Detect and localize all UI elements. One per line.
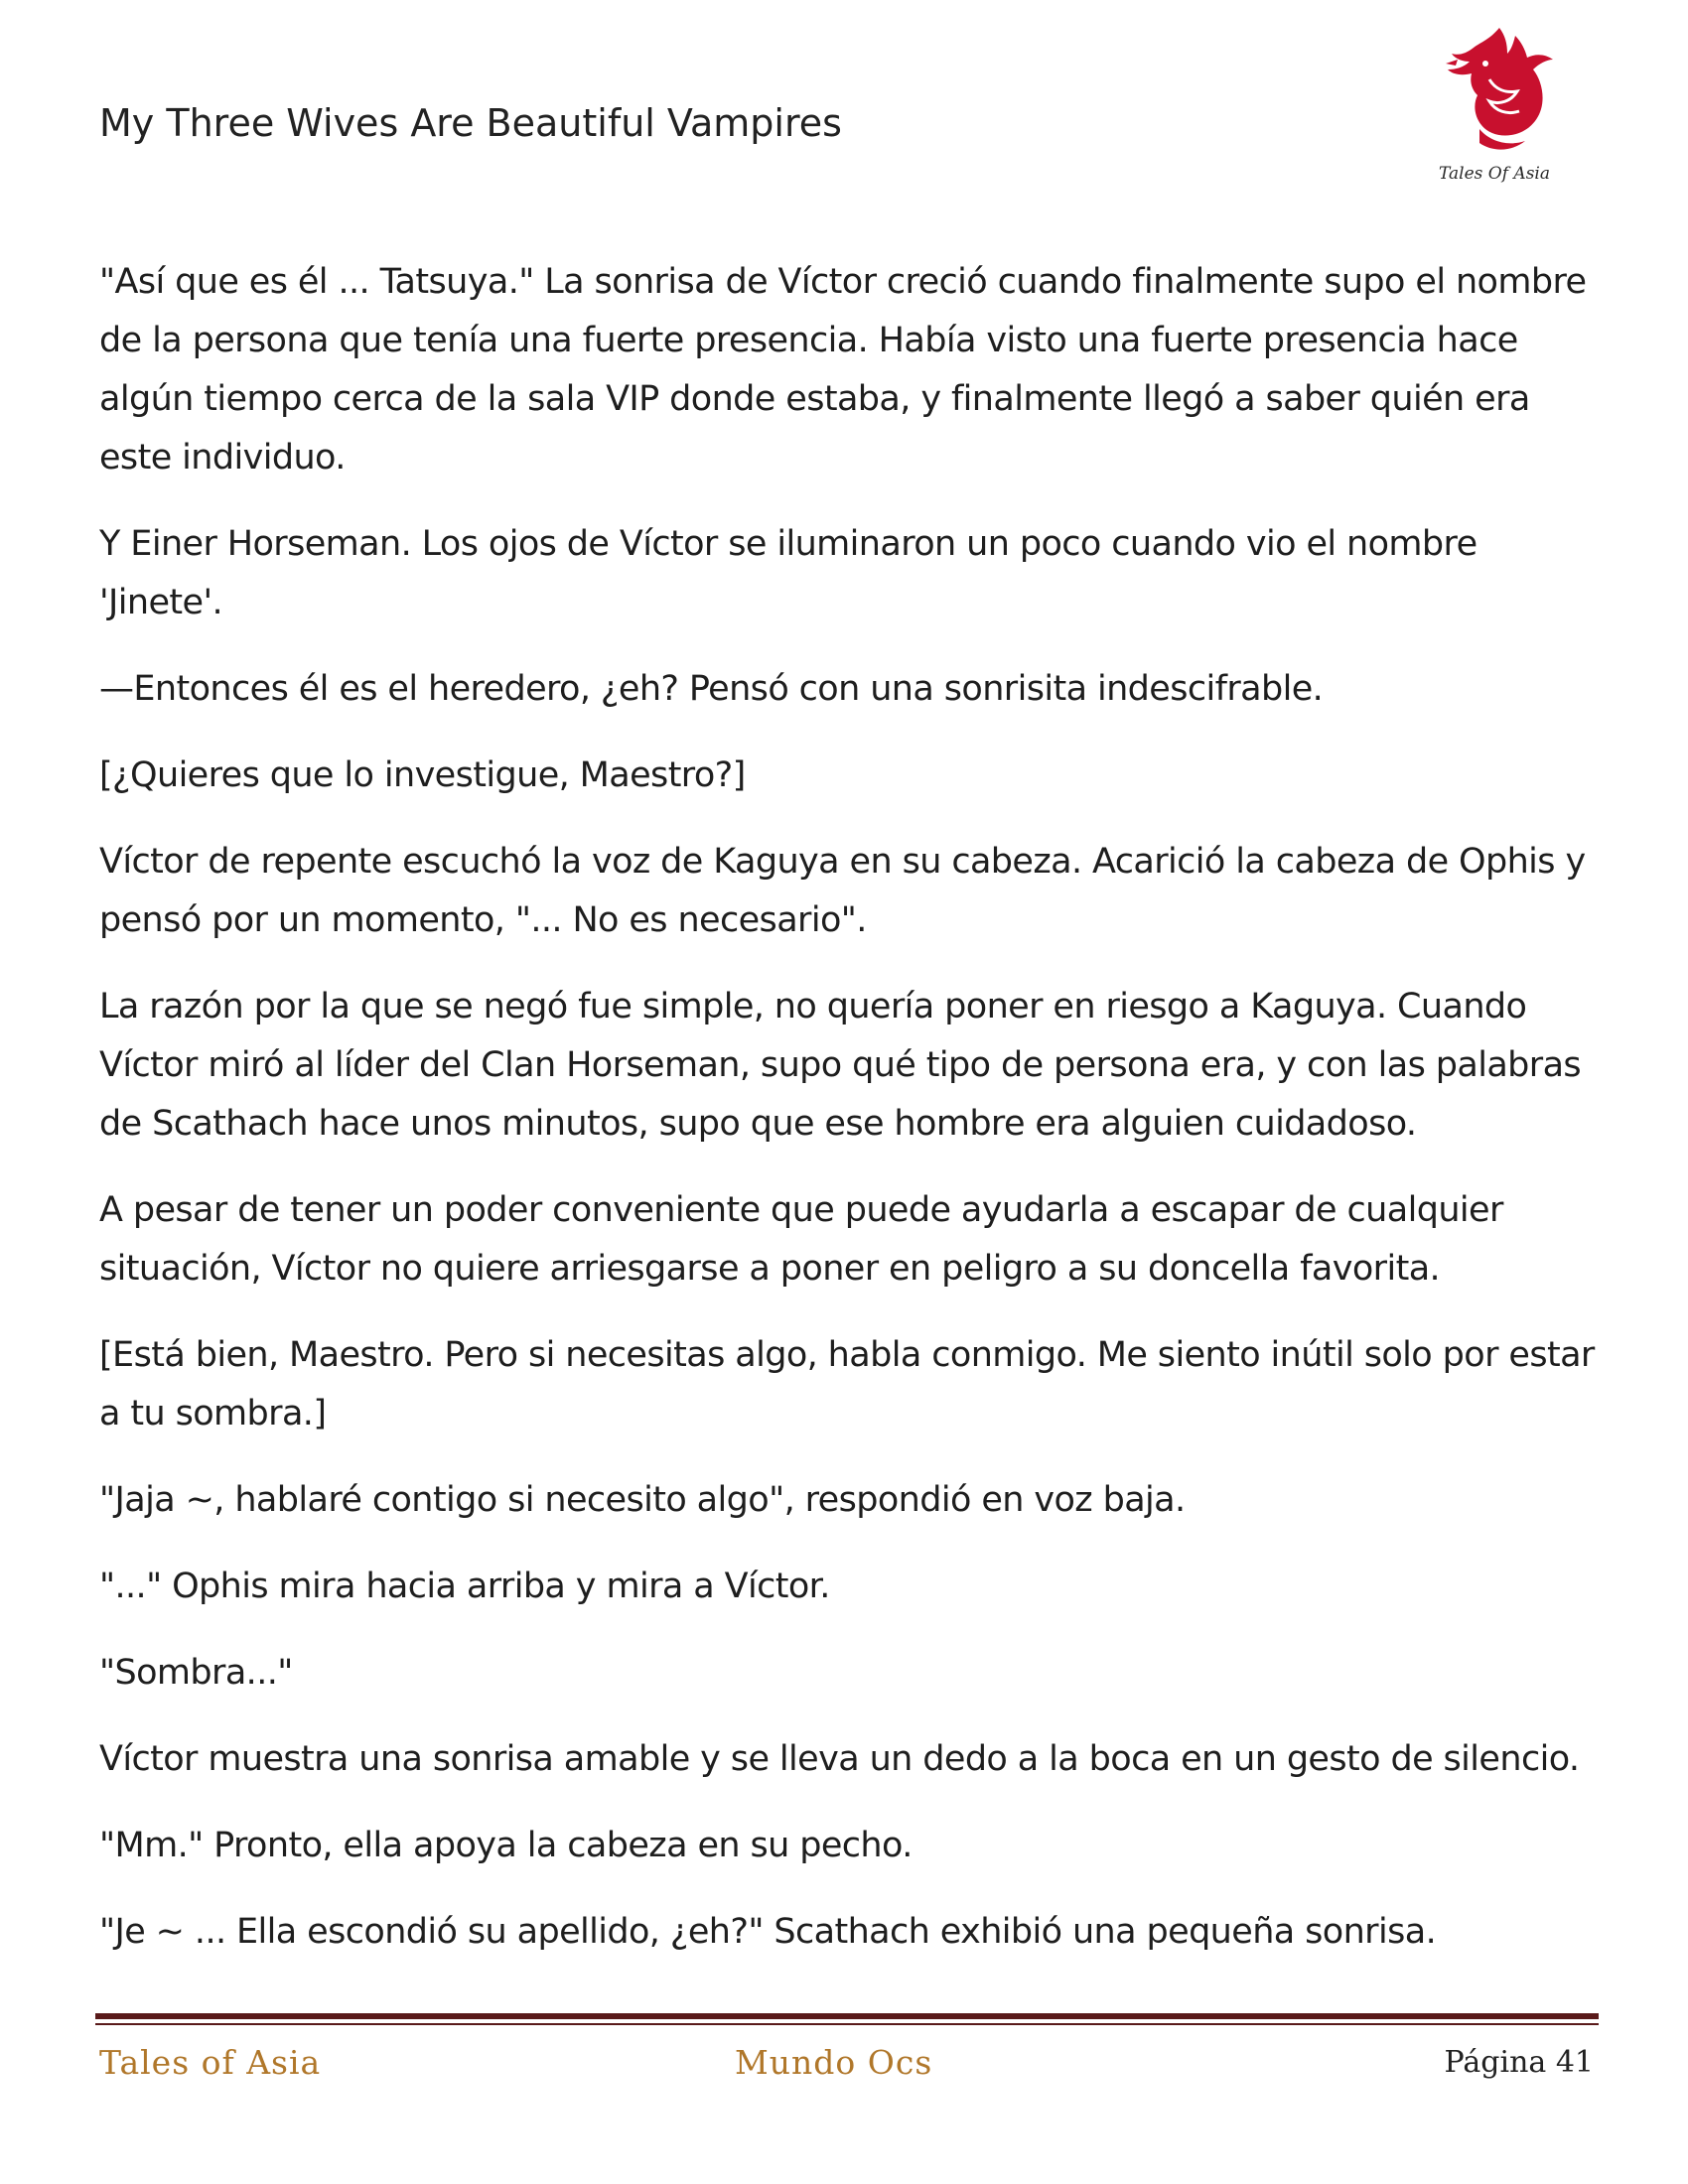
paragraph: "Sombra..." xyxy=(99,1653,293,1693)
paragraph: —Entonces él es el heredero, ¿eh? Pensó con una sonrisita indescifrable. xyxy=(99,669,1324,709)
site-logo xyxy=(1430,20,1559,184)
paragraph: [Está bien, Maestro. Pero si necesitas algo, habla conmigo. Me siento inútil solo por estar a tu sombra.] xyxy=(99,1335,1595,1433)
dragon-icon xyxy=(1430,20,1559,159)
footer-divider xyxy=(95,2013,1599,2019)
paragraph: A pesar de tener un poder conveniente que puede ayudarla a escapar de cualquier situación, Víctor no quiere arriesgarse a poner en peligro a su doncella favorita. xyxy=(99,1190,1503,1289)
document-body xyxy=(99,253,1599,1989)
footer-divider-thin xyxy=(95,2023,1599,2025)
paragraph: "..." Ophis mira hacia arriba y mira a Víctor. xyxy=(99,1567,830,1606)
paragraph: "Así que es él ... Tatsuya." La sonrisa de Víctor creció cuando finalmente supo el nombre de la persona que tenía una fuerte presencia. Había visto una fuerte presencia hace algún tiempo cerca de la sala VIP donde estaba, y finalmente llegó a saber quién era este individuo. xyxy=(99,262,1587,478)
paragraph: "Jaja ~, hablaré contigo si necesito algo", respondió en voz baja. xyxy=(99,1480,1186,1520)
paragraph: "Mm." Pronto, ella apoya la cabeza en su pecho. xyxy=(99,1826,913,1865)
paragraph: Víctor muestra una sonrisa amable y se lleva un dedo a la boca en un gesto de silencio. xyxy=(99,1739,1580,1779)
footer-publisher: Tales of Asia xyxy=(99,2043,322,2082)
paragraph: Y Einer Horseman. Los ojos de Víctor se iluminaron un poco cuando vio el nombre 'Jinete'. xyxy=(99,524,1477,622)
paragraph: La razón por la que se negó fue simple, no quería poner en riesgo a Kaguya. Cuando Víctor miró al líder del Clan Horseman, supo qué tipo de persona era, y con las palabras de Scathach hace unos minutos, supo que ese hombre era alguien cuidadoso. xyxy=(99,987,1582,1144)
logo-text: Tales Of Asia xyxy=(1439,164,1550,184)
paragraph: "Je ~ ... Ella escondió su apellido, ¿eh?" Scathach exhibió una pequeña sonrisa. xyxy=(99,1912,1437,1952)
footer-site: Mundo Ocs xyxy=(735,2043,933,2082)
page-number: Página 41 xyxy=(1444,2045,1594,2080)
document-title: My Three Wives Are Beautiful Vampires xyxy=(99,101,842,145)
paragraph: [¿Quieres que lo investigue, Maestro?] xyxy=(99,755,746,795)
paragraph: Víctor de repente escuchó la voz de Kaguya en su cabeza. Acarició la cabeza de Ophis y pensó por un momento, "... No es necesario". xyxy=(99,842,1586,940)
